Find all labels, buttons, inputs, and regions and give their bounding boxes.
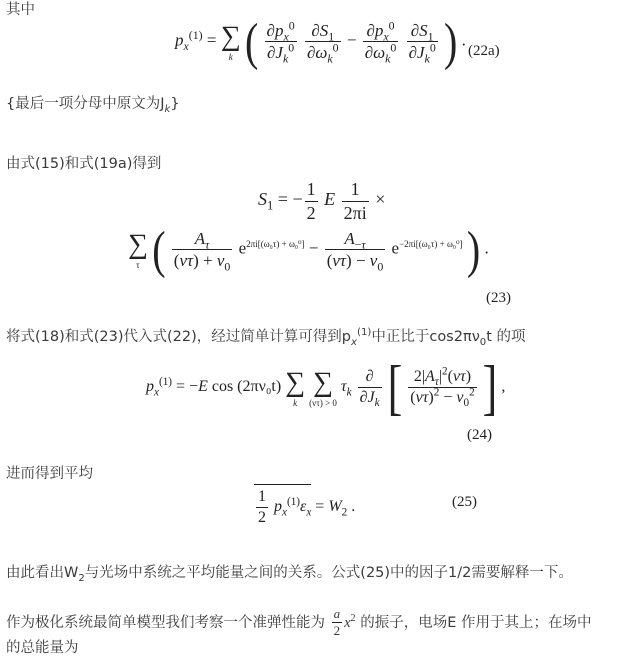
equation-25: $\frac{1}{2}$ $p_x^{(1)}\varepsilon_x = W_2$ . xyxy=(254,484,355,528)
equation-number-24: (24) xyxy=(467,427,492,443)
substitute-line: 将式(18)和式(23)代入式(22)，经过简单计算可得到$p_x^{(1)}$中正比于$\cos 2\pi\nu_0t$ 的项 xyxy=(6,327,526,348)
equation-number-25: (25) xyxy=(452,494,477,510)
note-sub: k xyxy=(164,103,171,115)
note-close: } xyxy=(170,96,180,112)
equation-23-line1: $S_1$ = − $\frac{1}{2}$ E $\frac{1}{2\pi i}$ × xyxy=(258,179,386,223)
equation-24: $p_x^{(1)} = -E$ cos (2πν₀t) ∑ k ∑ (ντ) > 0 $\tau_k$ $\frac{\partial}{\partial J_k}$ [ $\frac{2|A_\tau|^2(\nu\tau)}{(\nu\tau)^2 - \nu_0^2}$ ] , xyxy=(146,353,506,422)
note-line xyxy=(6,94,180,114)
average-line: 进而得到平均 xyxy=(6,466,93,482)
model-line: 作为极化系统最简单模型我们考察一个准弹性能为 $\frac{a}{2}$ $x^2$ 的振子，电场E 作用于其上；在场中 xyxy=(6,606,592,639)
total-energy-line: 的总能量为 xyxy=(6,640,79,656)
note-text: {最后一项分母中原文为J xyxy=(6,96,165,112)
intro-label: 其中 xyxy=(6,2,35,18)
equation-number-22a: (22a) xyxy=(468,43,500,59)
equation-22a: $p_x^{(1)}$ = ∑ k ( $\frac{\partial p_x^0}{\partial J_k^0}$ $\frac{\partial S_1}{\partial\omega_k^0}$ − $\frac{\partial p_x^0}{\partial\omega_k^0}$ $\frac{\partial S_1}{\partial J_k^0}$ ) . xyxy=(175,12,466,71)
from-line: 由式(15)和式(19a)得到 xyxy=(6,156,162,172)
relation-line: 由此看出$W_2$与光场中系统之平均能量之间的关系。公式(25)中的因子1/2需要解释一下。 xyxy=(6,565,573,584)
equation-number-23: (23) xyxy=(486,290,511,306)
equation-23-line2: ∑ τ ( $\frac{A_\tau}{(\nu\tau) + \nu_0}$ $e^{2\pi i[(\omega_0\tau) + \omega_0^0]}$ − $\frac{A_{-\tau}}{(\nu\tau) - \nu_0}$ $e^{-2\pi i[(\omega_0\tau) + \omega_0^0]}$ ) . xyxy=(128,220,489,279)
